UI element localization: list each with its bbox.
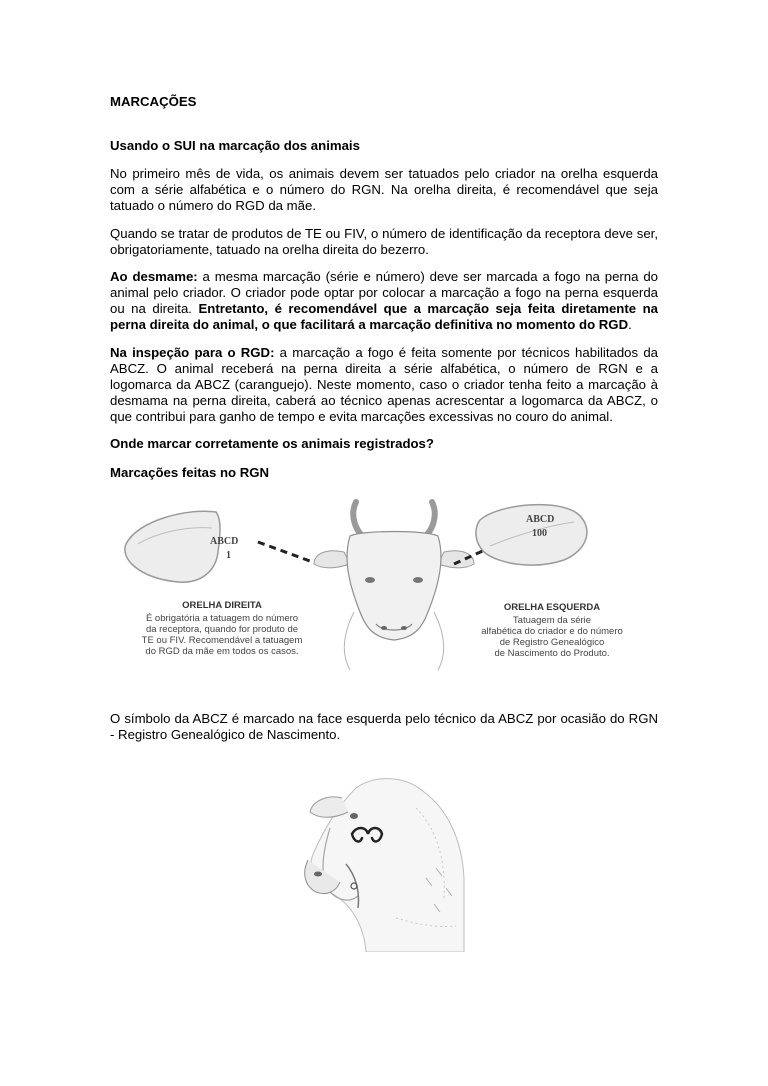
left-ear-tattoo-letters: ABCD xyxy=(210,536,239,547)
paragraph-3 xyxy=(110,269,658,333)
left-ear-caption-line: da receptora, quando for produto de xyxy=(145,624,299,635)
zebu-face-brand-figure xyxy=(296,768,466,952)
right-ear-caption-line: alfabética do criador e do número xyxy=(481,626,623,637)
paragraph-3-text: a mesma marcação (série e número) deve ser marcada a fogo na perna do animal pelo criador. O criador pode optar por colocar a marcação a fogo na perna esquerda ou na direita. xyxy=(110,269,658,316)
bull-ears-figure xyxy=(118,492,658,672)
paragraph-3-lead: Ao desmame: xyxy=(110,269,198,284)
paragraph-1: No primeiro mês de vida, os animais devem ser tatuados pelo criador na orelha esquerda com a série alfabética e o número do RGN. Na orelha direita, é recomendável que seja tatuado o número do RGD da mãe. xyxy=(110,166,658,213)
paragraph-4-text: a marcação a fogo é feita somente por técnicos habilitados da ABCZ. O animal receberá na perna direita a série alfabética, o número de RGN e a logomarca da ABCZ (caranguejo). Neste momento, caso o criador tenha feito a marcação à desmama na perna direita, caberá ao técnico apenas acrescentar a logomarca da ABCZ, o que contribui para ganho de tempo e evita marcações excessivas no couro do animal. xyxy=(110,345,658,424)
right-ear-caption-line: de Registro Genealógico xyxy=(499,637,605,648)
paragraph-3-end: . xyxy=(628,317,632,332)
figure-title: Marcações feitas no RGN xyxy=(110,465,270,480)
right-ear-caption-title: ORELHA ESQUERDA xyxy=(503,602,601,613)
right-ear-caption-line: Tatuagem da série xyxy=(512,615,592,626)
page-heading: MARCAÇÕES xyxy=(110,94,197,109)
right-ear-tattoo-number: 100 xyxy=(532,528,547,539)
left-ear-caption-title: ORELHA DIREITA xyxy=(182,600,262,611)
left-ear-caption-line: É obrigatória a tatuagem do número xyxy=(145,613,299,624)
paragraph-5: O símbolo da ABCZ é marcado na face esquerda pelo técnico da ABCZ por ocasião do RGN - Registro Genealógico de Nascimento. xyxy=(110,711,658,742)
left-ear-tattoo-number: 1 xyxy=(226,550,231,561)
bull-head-illustration xyxy=(314,502,474,670)
section-subheading: Usando o SUI na marcação dos animais xyxy=(110,138,360,153)
left-connector-line xyxy=(258,542,318,564)
paragraph-4-lead: Na inspeção para o RGD: xyxy=(110,345,275,360)
question-heading: Onde marcar corretamente os animais registrados? xyxy=(110,436,434,451)
right-ear-caption-line: de Nascimento do Produto. xyxy=(494,648,610,659)
paragraph-2: Quando se tratar de produtos de TE ou FIV, o número de identificação da receptora deve ser, obrigatoriamente, tatuado na orelha direita do bezerro. xyxy=(110,226,658,257)
left-ear-illustration xyxy=(125,511,238,582)
left-ear-caption-line: TE ou FIV. Recomendável a tatuagem xyxy=(141,635,303,646)
left-ear-caption-line: do RGD da mãe em todos os casos. xyxy=(145,646,299,657)
paragraph-4 xyxy=(110,345,658,425)
right-ear-tattoo-letters: ABCD xyxy=(526,514,555,525)
paragraph-3-emphasis: Entretanto, é recomendável que a marcação seja feita diretamente na perna direita do animal, o que facilitará a marcação definitiva no momento do RGD xyxy=(110,301,658,332)
right-ear-illustration xyxy=(476,505,587,565)
